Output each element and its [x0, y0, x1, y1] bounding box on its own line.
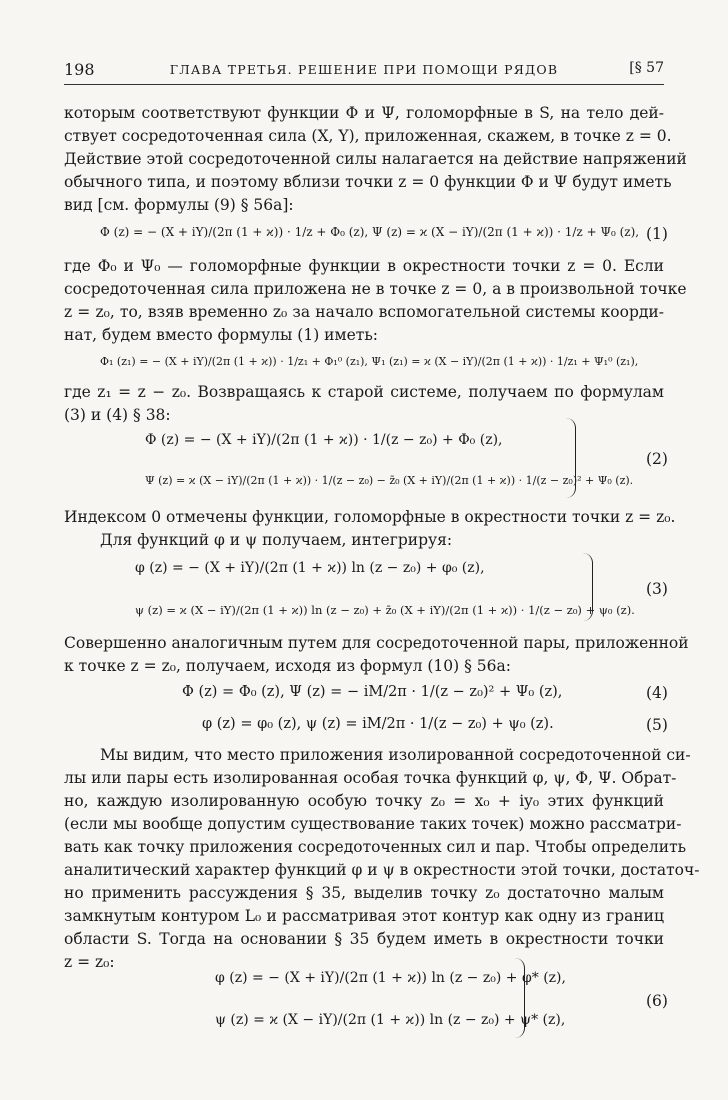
equation-3a: φ (z) = − (X + iY)/(2π (1 + ϰ)) ln (z − z₀) + φ₀ (z),	[135, 560, 485, 576]
chapter-title: ГЛАВА ТРЕТЬЯ. РЕШЕНИЕ ПРИ ПОМОЩИ РЯДОВ	[169, 62, 559, 77]
equation-number-6: (6)	[646, 992, 668, 1010]
text-line: Индексом 0 отмечены функции, голоморфные в окрестности точки z = z₀.	[64, 508, 676, 526]
right-brace	[563, 418, 576, 498]
running-header	[64, 60, 664, 82]
text-line: к точке z = z₀, получаем, исходя из формул (10) § 56а:	[64, 657, 511, 675]
equation-6b: ψ (z) = ϰ (X − iY)/(2π (1 + ϰ)) ln (z − z₀) + ψ* (z),	[215, 1012, 566, 1028]
text-line: z = z₀, то, взяв временно z₀ за начало вспомогательной системы коорди-	[64, 303, 664, 321]
text-line: где Φ₀ и Ψ₀ — голоморфные функции в окрестности точки z = 0. Если	[64, 257, 664, 275]
text-line: лы или пары есть изолированная особая точка функций φ, ψ, Φ, Ψ. Обрат-	[64, 769, 677, 787]
text-line: (3) и (4) § 38:	[64, 406, 171, 424]
equation-number-4: (4)	[646, 684, 668, 702]
equation-3b: ψ (z) = ϰ (X − iY)/(2π (1 + ϰ)) ln (z − z₀) + z̄₀ (X + iY)/(2π (1 + ϰ)) · 1/(z − z₀) + ψ₀ (z).	[135, 603, 635, 617]
text-line: z = z₀:	[64, 953, 115, 971]
equation-5: φ (z) = φ₀ (z), ψ (z) = iM/2π · 1/(z − z₀) + ψ₀ (z).	[202, 716, 554, 732]
text-line: но применить рассуждения § 35, выделив точку z₀ достаточно малым	[64, 884, 664, 902]
text-line: Для функций φ и ψ получаем, интегрируя:	[100, 531, 453, 549]
equation-1: Φ (z) = − (X + iY)/(2π (1 + ϰ)) · 1/z + Φ₀ (z), Ψ (z) = ϰ (X − iY)/(2π (1 + ϰ)) · 1/z + Ψ₀ (z),	[100, 225, 640, 239]
header-rule	[64, 84, 664, 85]
text-line: вид [см. формулы (9) § 56а]:	[64, 196, 294, 214]
right-brace	[580, 553, 593, 621]
text-line: Мы видим, что место приложения изолированной сосредоточенной си-	[100, 746, 691, 764]
text-line: сосредоточенная сила приложена не в точке z = 0, а в произвольной точке	[64, 280, 687, 298]
text-line: но, каждую изолированную особую точку z₀ = x₀ + iy₀ этих функций	[64, 792, 664, 810]
text-line: где z₁ = z − z₀. Возвращаясь к старой системе, получаем по формулам	[64, 383, 664, 401]
right-brace	[512, 958, 525, 1038]
equation-2a: Φ (z) = − (X + iY)/(2π (1 + ϰ)) · 1/(z − z₀) + Φ₀ (z),	[145, 432, 503, 448]
text-line: замкнутым контуром L₀ и рассматривая этот контур как одну из границ	[64, 907, 664, 925]
equation-4: Φ (z) = Φ₀ (z), Ψ (z) = − iM/2π · 1/(z − z₀)² + Ψ₀ (z),	[182, 684, 563, 700]
text-line: нат, будем вместо формулы (1) иметь:	[64, 326, 378, 344]
text-line: Совершенно аналогичным путем для сосредоточенной пары, приложенной	[64, 634, 689, 652]
text-line: ствует сосредоточенная сила (X, Y), приложенная, скажем, в точке z = 0.	[64, 127, 672, 145]
text-line: области S. Тогда на основании § 35 будем иметь в окрестности точки	[64, 930, 664, 948]
section-marker: [§ 57	[629, 60, 664, 76]
text-line: обычного типа, и поэтому вблизи точки z = 0 функции Φ и Ψ будут иметь	[64, 173, 672, 191]
equation-2b: Ψ (z) = ϰ (X − iY)/(2π (1 + ϰ)) · 1/(z − z₀) − z̄₀ (X + iY)/(2π (1 + ϰ)) · 1/(z − z₀)² + Ψ₀ (z).	[145, 474, 634, 487]
text-line: которым соответствуют функции Φ и Ψ, голоморфные в S, на тело дей-	[64, 104, 664, 122]
text-line: вать как точку приложения сосредоточенных сил и пар. Чтобы определить	[64, 838, 687, 856]
equation-1-shifted: Φ₁ (z₁) = − (X + iY)/(2π (1 + ϰ)) · 1/z₁ + Φ₁⁰ (z₁), Ψ₁ (z₁) = ϰ (X − iY)/(2π (1 + ϰ)) · 1/z₁ + Ψ₁⁰ (z₁),	[100, 355, 639, 368]
equation-number-2: (2)	[646, 450, 668, 468]
text-line: Действие этой сосредоточенной силы налагается на действие напряжений	[64, 150, 687, 168]
equation-6a: φ (z) = − (X + iY)/(2π (1 + ϰ)) ln (z − z₀) + φ* (z),	[215, 970, 566, 986]
equation-number-3: (3)	[646, 580, 668, 598]
page-number: 198	[64, 60, 95, 79]
text-line: аналитический характер функций φ и ψ в окрестности этой точки, достаточ-	[64, 861, 700, 879]
equation-number-5: (5)	[646, 716, 668, 734]
equation-number-1: (1)	[646, 225, 668, 243]
text-line: (если мы вообще допустим существование таких точек) можно рассматри-	[64, 815, 682, 833]
